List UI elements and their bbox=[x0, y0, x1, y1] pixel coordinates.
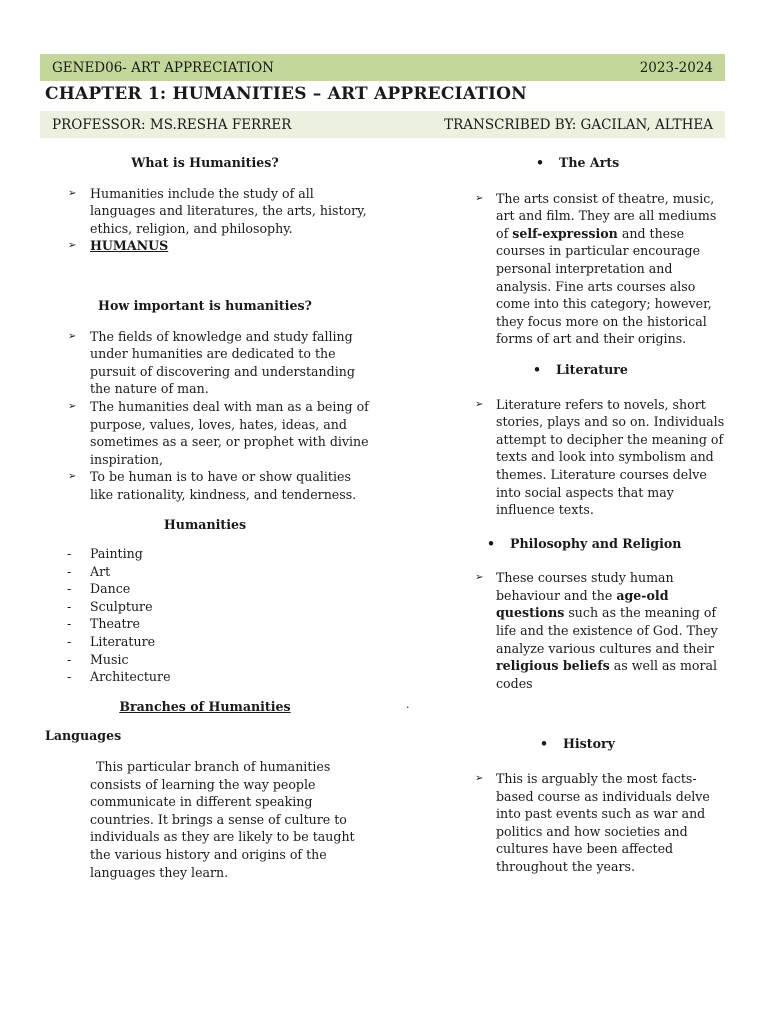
list-item: - Music bbox=[67, 651, 129, 667]
list-item: ➢ This is arguably the most facts-based course as individuals delve into past events such as war and politics and how societies and cultures have been affected throughout the years. bbox=[475, 771, 710, 874]
list-item: - Architecture bbox=[67, 669, 171, 685]
history-list bbox=[470, 770, 730, 876]
languages-paragraph: This particular branch of humanities consists of learning the way people communicate in different speaking countries. It brings a sense of culture to individuals as they are likely to be taught the various history and origins of the languages they learn. bbox=[90, 759, 355, 880]
list-item: ➢ These courses study human behaviour and the age-old questions such as the meaning of life and the existence of God. They analyze various cultures and their religious beliefs as well as moral codes bbox=[475, 570, 718, 691]
humanus-term: HUMANUS bbox=[90, 238, 169, 254]
bullet-icon: • bbox=[487, 535, 496, 551]
philosophy-religion-list bbox=[470, 569, 730, 692]
professor-bar bbox=[40, 111, 725, 138]
list-item: - Sculpture bbox=[67, 598, 153, 614]
list-item: - Art bbox=[67, 563, 111, 579]
arrow-bullet-icon: ➢ bbox=[68, 240, 77, 252]
the-arts-list bbox=[470, 190, 730, 348]
bullet-icon: • bbox=[533, 361, 542, 377]
stray-dot: . bbox=[406, 698, 410, 711]
arrow-bullet-icon: ➢ bbox=[68, 471, 77, 483]
how-important-list bbox=[45, 328, 375, 504]
what-is-humanities-list bbox=[45, 185, 375, 255]
list-item: ➢ The humanities deal with man as a being of purpose, values, loves, hates, ideas, and sometimes as a seer, or prophet with divine inspiration, bbox=[68, 398, 369, 467]
humanities-heading: Humanities bbox=[163, 516, 247, 532]
arrow-bullet-icon: ➢ bbox=[68, 400, 77, 412]
literature-list bbox=[470, 396, 730, 519]
philosophy-religion-heading: • Philosophy and Religion bbox=[487, 535, 682, 551]
arrow-bullet-icon: ➢ bbox=[475, 398, 484, 410]
list-item: ➢ Literature refers to novels, short stories, plays and so on. Individuals attempt to decipher the meaning of texts and look into symbolism and themes. Literature courses delve into social aspects that may influence texts. bbox=[475, 396, 725, 518]
what-is-humanities-heading: What is Humanities? bbox=[131, 155, 279, 170]
list-item: - Theatre bbox=[67, 616, 141, 632]
bullet-icon: • bbox=[536, 155, 545, 170]
list-item: ➢ To be human is to have or show qualities like rationality, kindness, and tenderness. bbox=[68, 469, 357, 502]
professor-name: PROFESSOR: MS.RESHA FERRER bbox=[52, 116, 292, 133]
list-item: ➢ The fields of knowledge and study falling under humanities are dedicated to the pursuit of discovering and understanding the nature of man. bbox=[68, 328, 355, 397]
history-heading: • History bbox=[540, 736, 615, 752]
languages-heading: Languages bbox=[45, 728, 122, 744]
transcriber-name: TRANSCRIBED BY: GACILAN, ALTHEA bbox=[444, 116, 713, 133]
course-title: GENED06- ART APPRECIATION bbox=[52, 59, 274, 76]
arrow-bullet-icon: ➢ bbox=[68, 330, 77, 342]
bullet-icon: • bbox=[540, 736, 549, 752]
literature-heading: • Literature bbox=[533, 361, 628, 377]
arrow-bullet-icon: ➢ bbox=[68, 187, 77, 199]
arrow-bullet-icon: ➢ bbox=[475, 773, 484, 785]
list-item: - Painting bbox=[67, 546, 143, 562]
arrow-bullet-icon: ➢ bbox=[475, 572, 484, 584]
branches-heading: Branches of Humanities bbox=[119, 698, 291, 714]
right-column bbox=[470, 154, 730, 876]
chapter-title: CHAPTER 1: HUMANITIES – ART APPRECIATION bbox=[45, 84, 527, 104]
list-item bbox=[45, 237, 375, 255]
list-item: ➢ Humanities include the study of all languages and literatures, the arts, history, ethics, religion, and philosophy. bbox=[68, 185, 367, 236]
the-arts-heading: • The Arts bbox=[536, 155, 620, 170]
arrow-bullet-icon: ➢ bbox=[475, 192, 484, 204]
course-header-bar bbox=[40, 54, 725, 81]
left-column bbox=[45, 154, 375, 881]
list-item: - Dance bbox=[67, 581, 131, 597]
list-item: - Literature bbox=[67, 634, 156, 650]
humanities-list bbox=[45, 545, 375, 686]
list-item: ➢ The arts consist of theatre, music, art and film. They are all mediums of self-expression and these courses in particular encourage personal interpretation and analysis. Fine arts courses also come into this category; however, they focus more on the historical forms of art and their origins. bbox=[475, 190, 717, 347]
how-important-heading: How important is humanities? bbox=[98, 297, 312, 313]
school-year: 2023-2024 bbox=[639, 59, 713, 76]
